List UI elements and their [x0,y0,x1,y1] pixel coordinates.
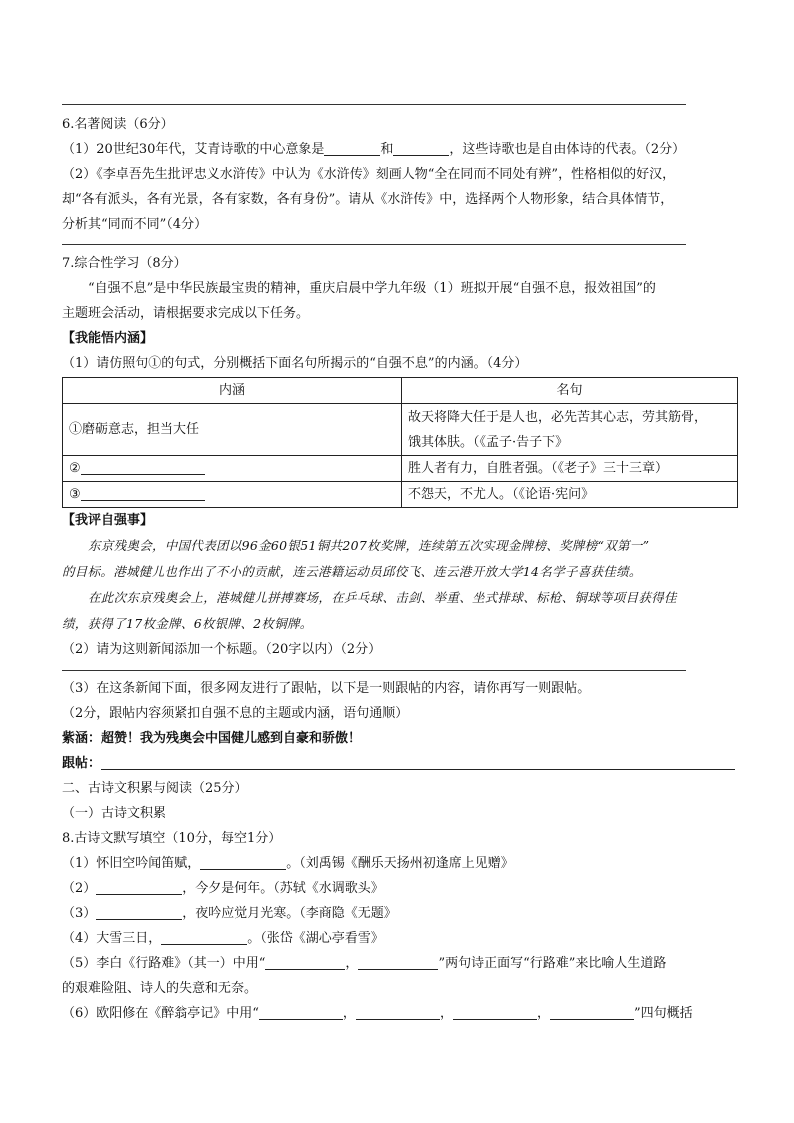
quote-cell: 故天将降大任于是人也，必先苦其心志，劳其筋骨， 饿其体肤。（《孟子·告子下》 [402,404,738,456]
q8-item: （1）怀旧空吟闻笛赋， 。（刘禹锡《酬乐天扬州初逢席上见赠》 [62,856,514,871]
q7-title: 7.综合性学习（8分） [62,256,187,271]
answer-blank[interactable] [81,459,205,475]
answer-blank[interactable] [265,954,345,970]
q7-sub3-note: （2分，跟帖内容须紧扣自强不息的主题或内涵，语句通顺） [62,706,409,721]
q6-part1: （1）20世纪30年代，艾青诗歌的中心意象是 和 ，这些诗歌也是自由体诗的代表。（2分） [62,142,686,157]
q7-sub1: （1）请仿照句①的句式，分别概括下面名句所揭示的“自强不息”的内涵。（4分） [62,356,528,371]
q8-title: 8.古诗文默写填空（10分，每空1分） [62,831,282,846]
q6-part2-line2: 却“各有派头，各有光景，各有家数，各有身份”。请从《水浒传》中，选择两个人物形象，结合具体情节， [62,192,674,207]
answer-blank[interactable] [358,954,438,970]
answer-line [62,244,686,245]
answer-blank[interactable] [356,1004,440,1020]
q8-item: （5）李白《行路难》（其一）中用“ ， ”两句诗正面写“行路难”来比喻人生道路 [62,956,667,971]
section-heading: 【我评自强事】 [62,513,154,528]
table-row [63,482,738,508]
table-header: 名句 [402,378,738,404]
quote-cell: 胜人者有力，自胜者强。（《老子》三十三章） [402,456,738,482]
q6-part2-line3: 分析其“同而不同”（4分） [62,217,208,232]
answer-blank[interactable] [324,140,380,156]
answer-blank[interactable] [393,140,449,156]
q8-item: （2） ，今夕是何年。（苏轼《水调歌头》 [62,881,384,896]
q8-item-cont: 的艰难险阻、诗人的失意和无奈。 [62,981,258,996]
q7-sub2: （2）请为这则新闻添加一个标题。（20字以内）（2分） [62,642,382,657]
part2-title: 二、古诗文积累与阅读（25分） [62,781,248,796]
answer-blank[interactable] [453,1004,537,1020]
answer-blank[interactable] [96,904,182,920]
answer-blank[interactable] [161,929,247,945]
q7-intro-line1: “自强不息”是中华民族最宝贵的精神，重庆启晨中学九年级（1）班拟开展“自强不息，报效祖国”的 [88,281,656,296]
table-header-row [63,378,738,404]
answer-line [62,670,686,671]
q6-title: 6.名著阅读（6分） [62,117,174,132]
answer-blank[interactable] [550,1004,634,1020]
answer-line [62,104,686,105]
q8-item: （6）欧阳修在《醉翁亭记》中用“ ， ， ， ”四句概括 [62,1006,693,1021]
answer-blank[interactable] [259,1004,343,1020]
meaning-cell: ①磨砺意志，担当大任 [63,404,402,456]
q6-part2-line1: （2）《李卓吾先生批评忠义水浒传》中认为《水浒传》刻画人物“全在同而不同处有辨”，性格相似的好汉， [62,167,676,182]
quote-cell: 不怨天，不尤人。（《论语·宪问》 [402,482,738,508]
meaning-cell: ③ [63,482,402,508]
table-row [63,456,738,482]
answer-blank[interactable] [200,854,286,870]
section-heading: 【我能悟内涵】 [62,331,154,346]
answer-blank[interactable] [81,485,205,501]
post-example: 紫涵：超赞！我为残奥会中国健儿感到自豪和骄傲！ [62,731,362,746]
answer-blank[interactable] [101,754,735,770]
meaning-table [62,377,738,508]
part2-sub: （一）古诗文积累 [62,806,167,821]
exam-page [62,90,738,1026]
table-header: 内涵 [63,378,402,404]
q8-item: （4）大雪三日， 。（张岱《湖心亭看雪》 [62,931,384,946]
table-row [63,404,738,456]
q7-intro-line2: 主题班会活动，请根据要求完成以下任务。 [62,306,310,321]
q7-sub3: （3）在这条新闻下面，很多网友进行了跟帖，以下是一则跟帖的内容，请你再写一则跟帖。 [62,681,591,696]
post-answer: 跟帖： [62,751,738,776]
meaning-cell: ② [63,456,402,482]
q8-item: （3） ，夜吟应觉月光寒。（李商隐《无题》 [62,906,397,921]
answer-blank[interactable] [96,879,182,895]
news-article: 东京残奥会，中国代表团以96金60银51铜共207枚奖牌，连续第五次实现金牌榜、奖牌榜“双第一” 的目标。港城健儿也作出了不小的贡献，连云港籍运动员邱佼飞、连云港开放大学14名学子喜获佳绩。 在此次东京残奥会上，港城健儿拼搏赛场，在乒乓球、击剑、举重、坐式排球、标枪、铜球等项目获得佳 绩，获得了17枚金牌、6枚银牌、2枚铜牌。 [62,538,677,631]
